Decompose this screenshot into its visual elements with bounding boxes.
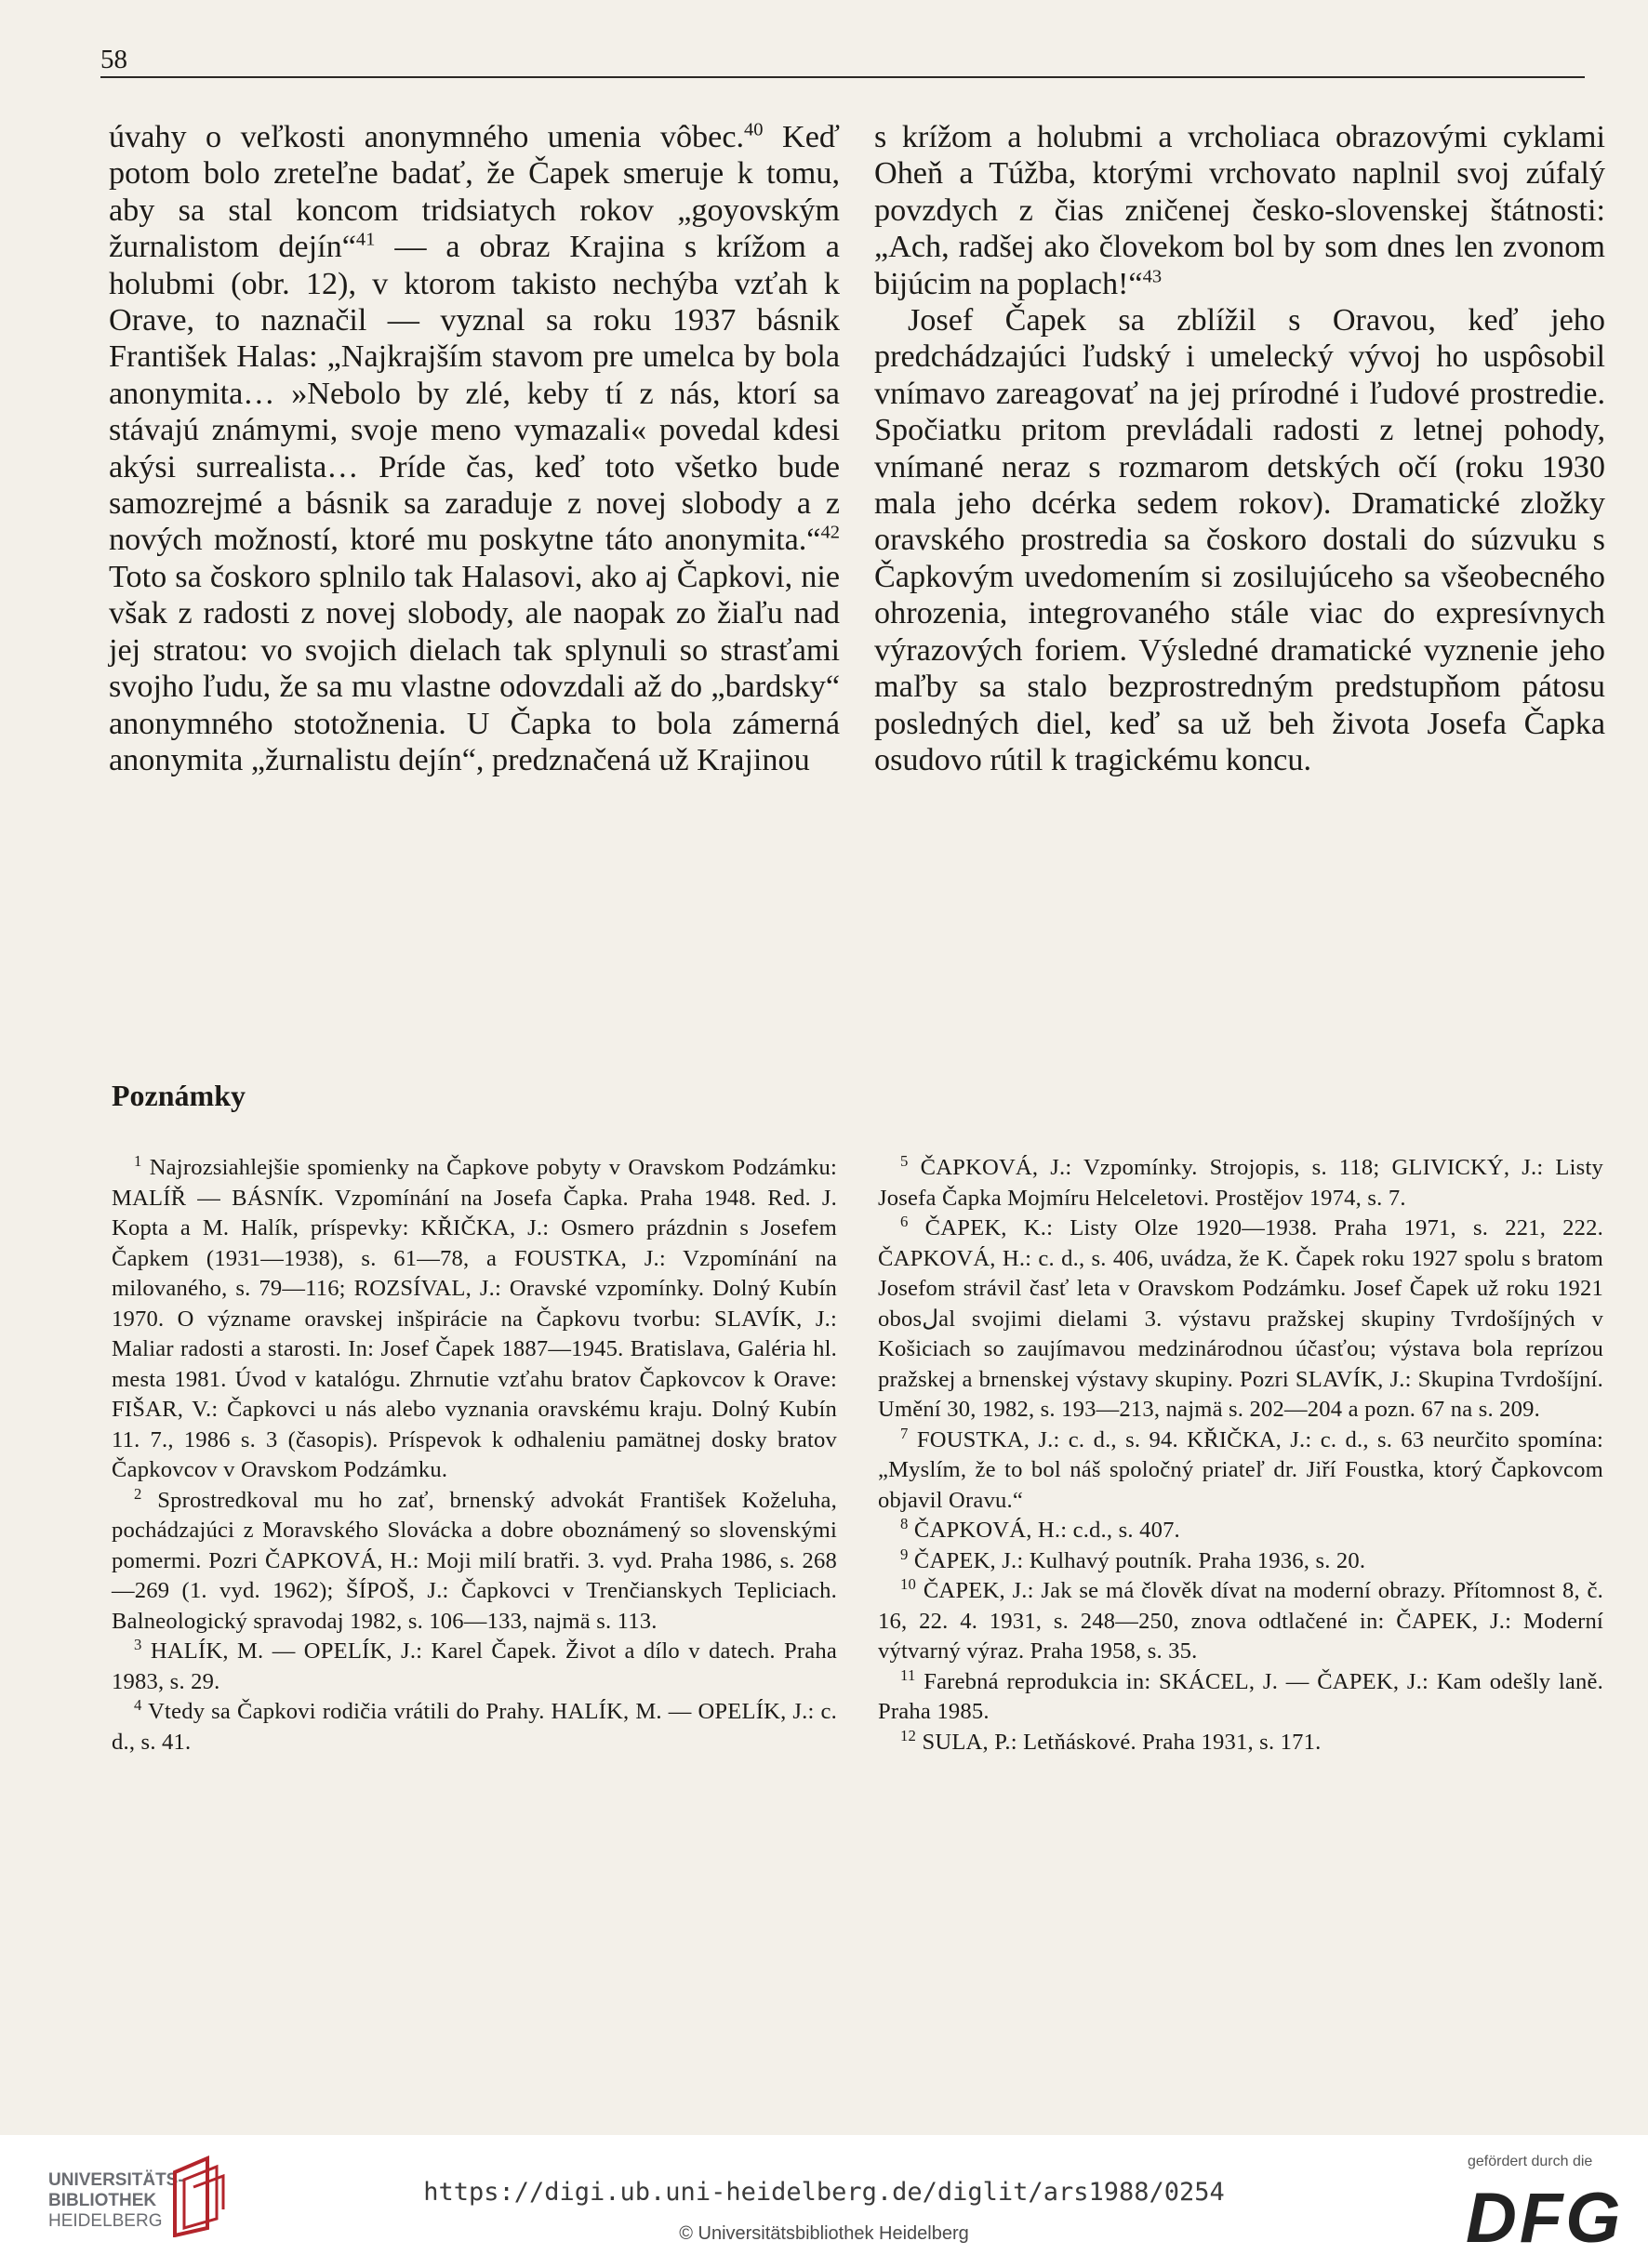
- notes-heading: Poznámky: [112, 1079, 246, 1112]
- page-number: 58: [100, 45, 127, 74]
- footnote-number: 7: [900, 1424, 909, 1442]
- footnote-text: SULA, P.: Letňáskové. Praha 1931, s. 171.: [922, 1729, 1322, 1755]
- footnote-number: 12: [900, 1726, 917, 1744]
- footnote-number: 9: [900, 1545, 909, 1563]
- dfg-logo: DFG: [1466, 2179, 1624, 2258]
- footnote-text: ČAPEK, J.: Kulhavý poutník. Praha 1936, s. 20.: [913, 1547, 1366, 1573]
- library-name-line: BIBLIOTHEK: [48, 2191, 157, 2210]
- header-rule: [100, 76, 1585, 78]
- footnote-text: Sprostredkoval mu ho zať, brnenský advokát František Koželuha, pochádzajúci z Moravského Slovácka a dobre oboznámený so slovenskými pomermi. Pozri ČAPKOVÁ, H.: Moji milí bratři. 3. vyd. Praha 1986, s. 268—269 (1. vyd. 1962); ŠÍPOŠ, J.: Čapkovci v Trenčianskych Tepliciach. Balneologický spravodaj 1982, s. 106—133, najmä s. 113.: [112, 1487, 837, 1634]
- library-name-line: HEIDELBERG: [48, 2211, 163, 2231]
- footnote: [112, 1486, 837, 1638]
- footnote-number: 1: [134, 1151, 142, 1170]
- footnote-number: 8: [900, 1514, 909, 1532]
- footnote: [878, 1426, 1603, 1517]
- notes-column-left: [112, 1153, 837, 1757]
- footnote-number: 10: [900, 1574, 917, 1593]
- footer-copyright: © Universitätsbibliothek Heidelberg: [679, 2223, 969, 2244]
- library-name-line: UNIVERSITÄTS-: [48, 2170, 184, 2190]
- body-text: — a obraz Krajina s krížom a holubmi (obr. 12), v ktorom takisto nechýba vzťah k Orave, to naznačil — vyznal sa roku 1937 básnik František Halas: „Najkrajším stavom pre umelca by bola anonymita… »Nebolo by zlé, keby tí z nás, ktorí sa stávajú známymi, svoje meno vymazali« povedal kdesi akýsi surrealista… Príde čas, keď toto všetko bude samozrejmé a básnik sa zaraduje z novej slobody a z nových možností, ktoré mu poskytne táto anonymita.“: [109, 230, 840, 558]
- footnote-ref: 41: [355, 229, 376, 250]
- footnote: [112, 1637, 837, 1697]
- footnote: [878, 1546, 1603, 1577]
- footnote: [878, 1576, 1603, 1667]
- footnote-text: Vtedy sa Čapkovi rodičia vrátili do Prahy. HALÍK, M. — OPELÍK, J.: c. d., s. 41.: [112, 1699, 837, 1755]
- body-paragraph: [874, 119, 1605, 302]
- notes-column-right: [878, 1153, 1603, 1757]
- body-text: úvahy o veľkosti anonymného umenia vôbec.: [109, 120, 745, 154]
- footnote-text: Najrozsiahlejšie spomienky na Čapkove pobyty v Oravskom Podzámku: MALÍŘ — BÁSNÍK. Vzpomínání na Josefa Čapka. Praha 1948. Red. J. Kopta a M. Halík, príspevky: KŘIČKA, J.: Osmero prázdnin s Josefem Čapkem (1931—1938), s. 61—78, a FOUSTKA, J.: Vzpomínání na milovaného, s. 79—116; ROZSÍVAL, J.: Oravské vzpomínky. Dolný Kubín 1970. O význame oravskej inšpirácie na Čapkovu tvorbu: SLAVÍK, J.: Maliar radosti a starosti. In: Josef Čapek 1887—1945. Bratislava, Galéria hl. mesta 1981. Úvod v katalógu. Zhrnutie vzťahu bratov Čapkovcov k Orave: FIŠAR, V.: Čapkovci u nás alebo vyznania oravskému kraju. Dolný Kubín 11. 7., 1986 s. 3 (časopis). Príspevok k odhaleniu pamätnej dosky bratov Čapkovcov v Oravskom Podzámku.: [112, 1155, 837, 1482]
- footer-url-link[interactable]: https://digi.ub.uni-heidelberg.de/diglit/ars1988/0254: [423, 2178, 1225, 2207]
- footnote: [878, 1153, 1603, 1214]
- footnote-ref: 43: [1142, 266, 1163, 287]
- footnote-text: ČAPEK, K.: Listy Olze 1920—1938. Praha 1971, s. 221, 222. ČAPKOVÁ, H.: c. d., s. 406, uvádza, že K. Čapek roku 1927 spolu s bratom Josefom strávil časť leta v Oravskom Podzámku. Josef Čapek už roku 1921 obosلal svojimi dielami 3. výstavu pražskej skupiny Tvrdošíjných v Košiciach so zaujímavou medzinárodnou účasťou; výstava bola reprízou pražskej a brnenskej výstavy skupiny. Pozri SLAVÍK, J.: Skupina Tvrdošíjní. Umění 30, 1982, s. 193—213, najmä s. 202—204 a pozn. 67 na s. 209.: [878, 1215, 1603, 1422]
- footnote-text: Farebná reprodukcia in: SKÁCEL, J. — ČAPEK, J.: Kam odešly laně. Praha 1985.: [878, 1668, 1603, 1724]
- footnote-number: 5: [900, 1151, 909, 1170]
- footnote: [112, 1697, 837, 1757]
- footnote-text: FOUSTKA, J.: c. d., s. 94. KŘIČKA, J.: c. d., s. 63 neurčito spomína: „Myslím, že to bol náš spoločný priateľ dr. Jiří Foustka, ktorý Čapkovcom objavil Oravu.“: [878, 1426, 1603, 1513]
- footnote-ref: 40: [744, 119, 764, 140]
- body-column-right: [874, 119, 1605, 778]
- footnote-number: 2: [134, 1484, 142, 1503]
- body-text: s krížom a holubmi a vrcholiaca obrazovými cyklami Oheň a Túžba, ktorými vrchovato naplnil svoj zúfalý povzdych z čias zničenej česko-slovenskej štátnosti: „Ach, radšej ako človekom bol by som dnes len zvonom bijúcim na poplach!“: [874, 120, 1605, 301]
- dfg-caption: gefördert durch die: [1468, 2154, 1593, 2169]
- footnote-text: ČAPKOVÁ, J.: Vzpomínky. Strojopis, s. 118; GLIVICKÝ, J.: Listy Josefa Čapka Mojmíru Helceletovi. Prostějov 1974, s. 7.: [878, 1155, 1603, 1211]
- footnote-text: HALÍK, M. — OPELÍK, J.: Karel Čapek. Život a dílo v datech. Praha 1983, s. 29.: [112, 1638, 837, 1694]
- footnote-ref: 42: [820, 523, 840, 544]
- body-paragraph: Josef Čapek sa zblížil s Oravou, keď jeho predchádzajúci ľudský i umelecký vývoj ho uspôsobil vnímavo zareagovať na jej prírodné i ľudové prostredie. Spočiatku pritom prevládali radosti z letnej pohody, vnímané neraz s rozmarom detských očí (roku 1930 mala jeho dcérka sedem rokov). Dramatické zložky oravského prostredia sa čoskoro dostali do súzvuku s Čapkovým uvedomením si zosilujúceho sa všeobecného ohrozenia, integrovaného stále viac do expresívnych výrazových foriem. Výsledné dramatické vyznenie jeho maľby sa stalo bezprostredným predstupňom pátosu posledných diel, keď sa už beh života Josefa Čapka osudovo rútil k tragickému koncu.: [874, 303, 1605, 777]
- body-column-left: [109, 119, 840, 778]
- footnote-text: ČAPKOVÁ, H.: c.d., s. 407.: [913, 1518, 1180, 1543]
- footnote: [878, 1516, 1603, 1546]
- body-text: Keď potom bolo zreteľne badať, že Čapek smeruje k tomu, aby sa stal koncom tridsiatych rokov „goyovským žurnalistom dejín“: [109, 120, 840, 265]
- footnote: [878, 1667, 1603, 1728]
- body-text: Toto sa čoskoro splnilo tak Halasovi, ako aj Čapkovi, nie však z radosti z novej slobody, ale naopak zo žiaľu nad jej stratou: vo svojich dielach tak splynuli so strasťami svojho ľudu, že sa mu vlastne odovzdali až do „bardsky“ anonymného stotožnenia. U Čapka to bola zámerná anonymita „žurnalistu dejín“, predznačená už Krajinou: [109, 559, 840, 777]
- footnote-text: ČAPEK, J.: Jak se má člověk dívat na moderní obrazy. Přítomnost 8, č. 16, 22. 4. 1931, s. 248—250, znova odtlačené in: ČAPEK, J.: Moderní výtvarný výraz. Praha 1958, s. 35.: [878, 1578, 1603, 1664]
- footnote-number: 6: [900, 1212, 909, 1230]
- footnote: [878, 1728, 1603, 1758]
- footnote-number: 3: [134, 1635, 142, 1653]
- footnote-number: 4: [134, 1695, 142, 1714]
- footnote: [878, 1214, 1603, 1426]
- footnote-number: 11: [900, 1665, 916, 1684]
- footnote: [112, 1153, 837, 1486]
- body-paragraph: [109, 119, 840, 778]
